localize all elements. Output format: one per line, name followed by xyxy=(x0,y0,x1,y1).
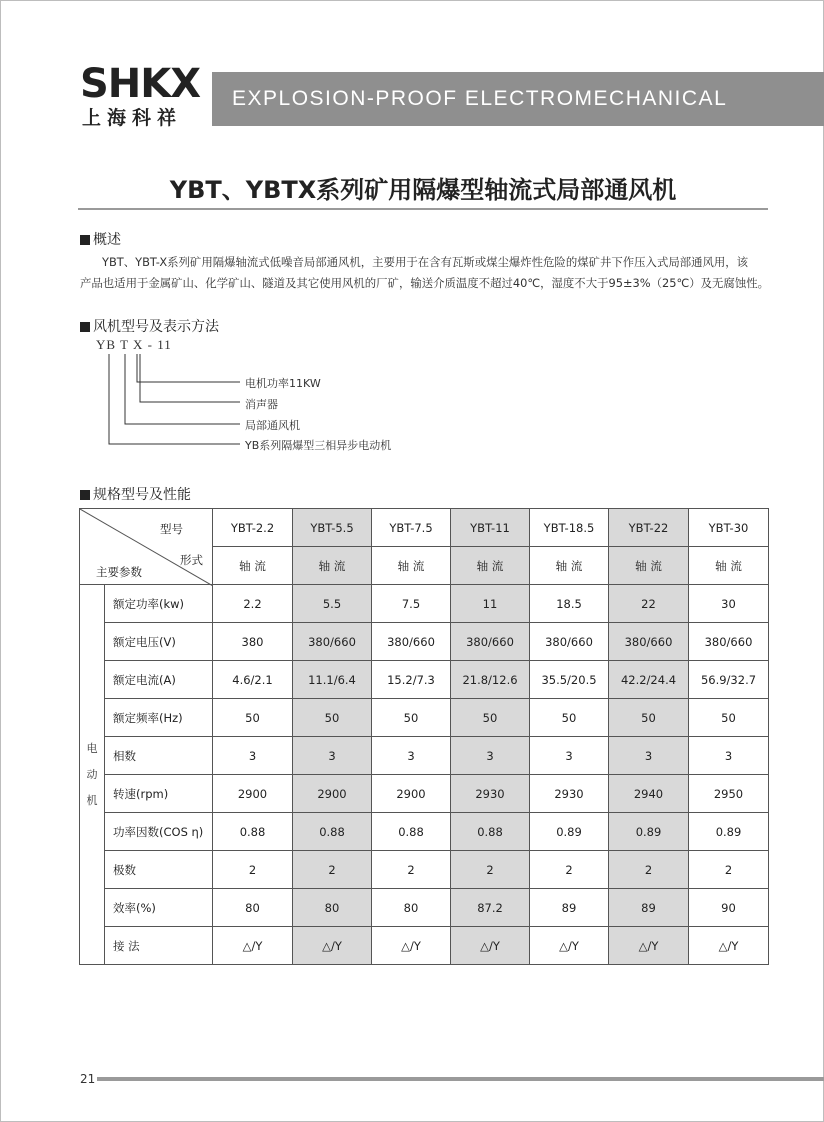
value-cell: 380 xyxy=(213,623,293,661)
param-label: 转速(rpm) xyxy=(105,775,213,813)
value-cell: 89 xyxy=(530,889,609,927)
value-cell: 2 xyxy=(213,851,293,889)
value-cell: 3 xyxy=(689,737,769,775)
value-cell: 2 xyxy=(451,851,530,889)
value-cell: 3 xyxy=(609,737,689,775)
spec-table xyxy=(79,508,769,965)
value-cell: 2950 xyxy=(689,775,769,813)
form-cell: 轴 流 xyxy=(293,547,372,585)
value-cell: △/Y xyxy=(609,927,689,965)
logo-text-cn: 上海科祥 xyxy=(82,107,183,129)
value-cell: 50 xyxy=(213,699,293,737)
form-cell: 轴 流 xyxy=(609,547,689,585)
form-cell: 轴 流 xyxy=(372,547,451,585)
value-cell: 80 xyxy=(293,889,372,927)
table-row xyxy=(80,585,769,623)
value-cell: 3 xyxy=(372,737,451,775)
legend-motor: YB系列隔爆型三相异步电动机 xyxy=(245,439,392,452)
overview-line: YBT、YBT-X系列矿用隔爆轴流式低噪音局部通风机，主要用于在含有瓦斯或煤尘爆炸性危险的煤矿井下作压入式局部通风用，该 xyxy=(102,255,749,269)
spec-heading xyxy=(80,484,191,504)
param-label: 额定频率(Hz) xyxy=(105,699,213,737)
model-cell: YBT-7.5 xyxy=(372,509,451,547)
value-cell: 50 xyxy=(609,699,689,737)
overview-heading-text: 概述 xyxy=(93,232,121,248)
value-cell: 2930 xyxy=(530,775,609,813)
corner-params-label: 主要参数 xyxy=(96,565,142,579)
value-cell: △/Y xyxy=(451,927,530,965)
table-row xyxy=(80,813,769,851)
value-cell: 42.2/24.4 xyxy=(609,661,689,699)
page-title: YBT、YBTX系列矿用隔爆型轴流式局部通风机 xyxy=(169,176,677,204)
value-cell: 50 xyxy=(293,699,372,737)
model-cell: YBT-18.5 xyxy=(530,509,609,547)
value-cell: △/Y xyxy=(213,927,293,965)
param-label: 极数 xyxy=(105,851,213,889)
table-row xyxy=(80,623,769,661)
table-row xyxy=(80,661,769,699)
corner-form-label: 形式 xyxy=(180,553,203,567)
value-cell: 50 xyxy=(689,699,769,737)
model-cell: YBT-5.5 xyxy=(293,509,372,547)
value-cell: 0.88 xyxy=(213,813,293,851)
value-cell: 21.8/12.6 xyxy=(451,661,530,699)
bullet-square-icon xyxy=(80,490,90,500)
motor-group-text: 电 动 机 xyxy=(86,741,98,807)
value-cell: 89 xyxy=(609,889,689,927)
value-cell: 3 xyxy=(530,737,609,775)
table-row xyxy=(80,889,769,927)
value-cell: 2900 xyxy=(372,775,451,813)
model-legend-diagram xyxy=(0,0,824,470)
value-cell: △/Y xyxy=(689,927,769,965)
value-cell: 7.5 xyxy=(372,585,451,623)
spec-heading-text: 规格型号及性能 xyxy=(93,487,191,503)
value-cell: 80 xyxy=(372,889,451,927)
param-label: 功率因数(COS η) xyxy=(105,813,213,851)
leader-line-motor xyxy=(109,354,240,444)
value-cell: 0.89 xyxy=(689,813,769,851)
value-cell: 18.5 xyxy=(530,585,609,623)
table-row xyxy=(80,851,769,889)
model-cell: YBT-22 xyxy=(609,509,689,547)
overview-line: 产品也适用于金属矿山、化学矿山、隧道及其它使用风机的厂矿，输送介质温度不超过40℃，湿度不大于95±3%（25℃）及无腐蚀性。 xyxy=(80,276,769,290)
value-cell: 3 xyxy=(213,737,293,775)
value-cell: 2 xyxy=(372,851,451,889)
value-cell: 80 xyxy=(213,889,293,927)
value-cell: 3 xyxy=(451,737,530,775)
value-cell: 30 xyxy=(689,585,769,623)
model-cell: YBT-30 xyxy=(689,509,769,547)
value-cell: 2 xyxy=(609,851,689,889)
corner-model-label: 型号 xyxy=(160,522,183,536)
value-cell: 380/660 xyxy=(689,623,769,661)
value-cell: 2 xyxy=(293,851,372,889)
value-cell: 380/660 xyxy=(609,623,689,661)
value-cell: △/Y xyxy=(530,927,609,965)
value-cell: 380/660 xyxy=(530,623,609,661)
value-cell: 2 xyxy=(689,851,769,889)
table-row xyxy=(80,699,769,737)
value-cell: 87.2 xyxy=(451,889,530,927)
leader-line-fan xyxy=(125,354,240,424)
param-label: 效率(%) xyxy=(105,889,213,927)
page-number: 21 xyxy=(80,1072,96,1086)
model-cell: YBT-11 xyxy=(451,509,530,547)
value-cell: 3 xyxy=(293,737,372,775)
value-cell: 2900 xyxy=(213,775,293,813)
form-cell: 轴 流 xyxy=(451,547,530,585)
form-cell: 轴 流 xyxy=(530,547,609,585)
value-cell: 35.5/20.5 xyxy=(530,661,609,699)
value-cell: 50 xyxy=(451,699,530,737)
value-cell: 11.1/6.4 xyxy=(293,661,372,699)
table-row xyxy=(80,927,769,965)
param-label: 额定功率(kw) xyxy=(105,585,213,623)
form-cell: 轴 流 xyxy=(213,547,293,585)
footer-rule xyxy=(97,1077,824,1081)
legend-local-fan: 局部通风机 xyxy=(245,419,300,432)
model-code: YB T X - 11 xyxy=(96,337,172,352)
value-cell: 5.5 xyxy=(293,585,372,623)
model-heading-text: 风机型号及表示方法 xyxy=(93,319,219,335)
form-cell: 轴 流 xyxy=(689,547,769,585)
value-cell: 0.88 xyxy=(293,813,372,851)
value-cell: 380/660 xyxy=(451,623,530,661)
value-cell: 56.9/32.7 xyxy=(689,661,769,699)
param-label: 接 法 xyxy=(105,927,213,965)
value-cell: 0.88 xyxy=(372,813,451,851)
legend-silencer: 消声器 xyxy=(245,398,278,411)
value-cell: 380/660 xyxy=(293,623,372,661)
table-row xyxy=(80,509,769,547)
value-cell: 90 xyxy=(689,889,769,927)
param-label: 额定电压(V) xyxy=(105,623,213,661)
legend-power: 电机功率11KW xyxy=(245,377,321,390)
value-cell: 2940 xyxy=(609,775,689,813)
value-cell: 22 xyxy=(609,585,689,623)
banner-text: EXPLOSION-PROOF ELECTROMECHANICAL xyxy=(232,87,728,110)
value-cell: 4.6/2.1 xyxy=(213,661,293,699)
table-row xyxy=(80,737,769,775)
value-cell: 15.2/7.3 xyxy=(372,661,451,699)
param-label: 额定电流(A) xyxy=(105,661,213,699)
value-cell: 50 xyxy=(530,699,609,737)
motor-group-label xyxy=(80,585,105,965)
value-cell: 380/660 xyxy=(372,623,451,661)
value-cell: 11 xyxy=(451,585,530,623)
param-label: 相数 xyxy=(105,737,213,775)
value-cell: 0.88 xyxy=(451,813,530,851)
table-row xyxy=(80,775,769,813)
leader-line-silencer xyxy=(140,354,240,402)
value-cell: 2930 xyxy=(451,775,530,813)
value-cell: △/Y xyxy=(372,927,451,965)
value-cell: 2.2 xyxy=(213,585,293,623)
value-cell: 2 xyxy=(530,851,609,889)
value-cell: 0.89 xyxy=(530,813,609,851)
value-cell: 50 xyxy=(372,699,451,737)
value-cell: △/Y xyxy=(293,927,372,965)
model-cell: YBT-2.2 xyxy=(213,509,293,547)
value-cell: 0.89 xyxy=(609,813,689,851)
table-corner-cell xyxy=(80,509,213,585)
leader-line-power xyxy=(137,354,240,382)
logo-text-en: SHKX xyxy=(80,61,201,107)
value-cell: 2900 xyxy=(293,775,372,813)
